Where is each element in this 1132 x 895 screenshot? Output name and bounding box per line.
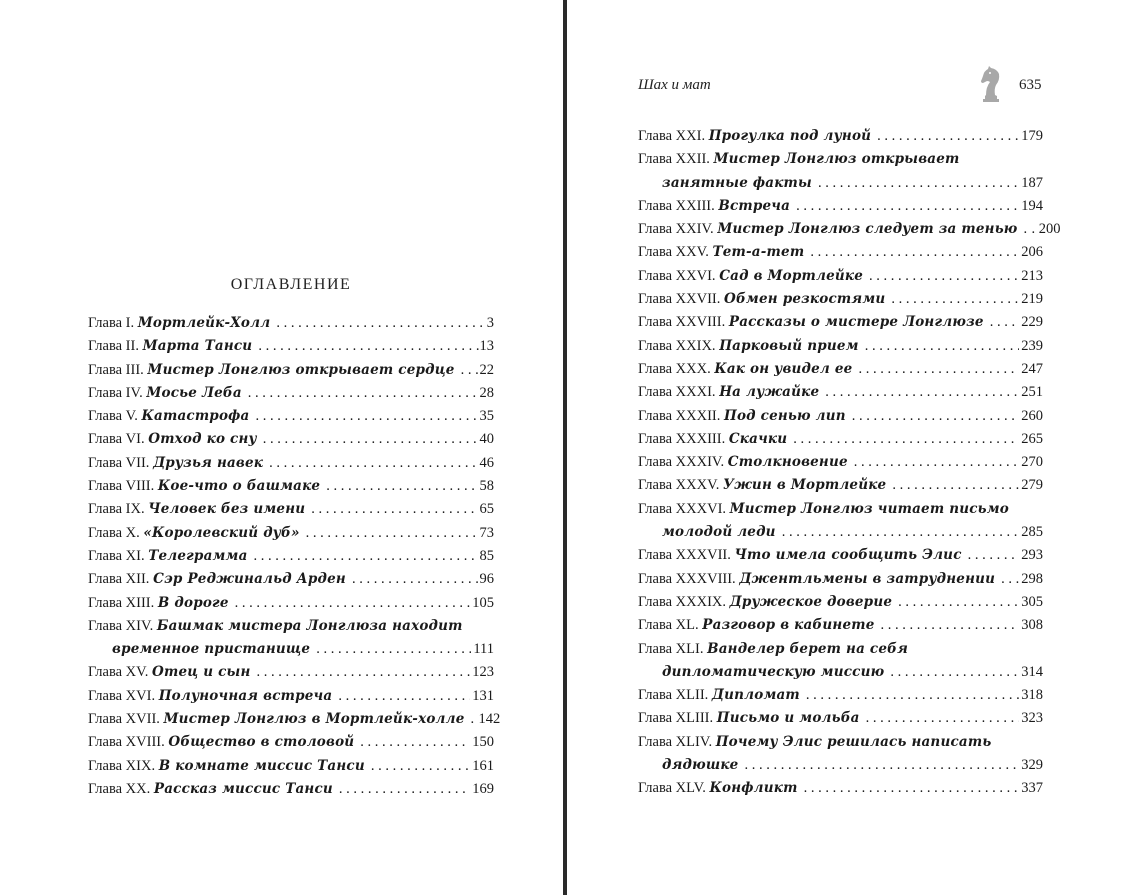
chapter-number: Глава II. xyxy=(88,338,139,355)
toc-entry-continuation xyxy=(638,661,1043,684)
toc-entry xyxy=(638,707,1043,730)
dot-leader xyxy=(884,661,1019,684)
chapter-number: Глава XVIII. xyxy=(88,734,165,751)
toc-entry xyxy=(88,428,494,451)
chapter-title-continuation: молодой леди xyxy=(662,524,776,541)
dot-leader xyxy=(984,311,1020,334)
chapter-number: Глава XXXIX. xyxy=(638,593,727,610)
dot-leader xyxy=(333,778,470,801)
chapter-number: Глава XXXIII. xyxy=(638,430,726,447)
chapter-page-number: 270 xyxy=(1021,454,1043,471)
dot-leader xyxy=(310,638,471,661)
chapter-number: Глава XI. xyxy=(88,547,145,564)
chapter-number: Глава XIX. xyxy=(88,757,156,774)
right-page xyxy=(567,0,1132,895)
chapter-title: Полуночная встреча xyxy=(158,687,333,704)
chapter-number: Глава XLIII. xyxy=(638,710,714,727)
chapter-title: Скачки xyxy=(728,430,788,447)
dot-leader xyxy=(257,428,478,451)
chapter-page-number: 85 xyxy=(479,547,494,564)
chapter-page-number: 329 xyxy=(1021,757,1043,774)
chess-knight-icon xyxy=(979,66,1003,102)
chapter-page-number: 314 xyxy=(1021,663,1043,680)
toc-entry xyxy=(638,451,1043,474)
page-number: 635 xyxy=(1019,77,1042,93)
chapter-title: Кое-что о башмаке xyxy=(157,478,321,495)
toc-entry xyxy=(88,755,494,778)
dot-leader xyxy=(320,475,477,498)
dot-leader xyxy=(800,684,1019,707)
toc-entry-continuation xyxy=(638,754,1043,777)
dot-leader xyxy=(332,685,470,708)
toc-entry xyxy=(88,522,494,545)
chapter-number: Глава XXIV. xyxy=(638,221,714,238)
chapter-title: Человек без имени xyxy=(148,501,306,518)
chapter-number: Глава VII. xyxy=(88,454,150,471)
toc-entry xyxy=(638,684,1043,707)
chapter-page-number: 142 xyxy=(478,711,501,728)
chapter-title: Катастрофа xyxy=(141,408,250,425)
toc-entry xyxy=(88,731,494,754)
dot-leader xyxy=(229,592,471,615)
dot-leader xyxy=(354,731,470,754)
chapter-number: Глава XXVI. xyxy=(638,267,716,284)
chapter-page-number: 308 xyxy=(1021,617,1043,634)
dot-leader xyxy=(790,195,1019,218)
left-page xyxy=(0,0,563,895)
toc-entry-continuation xyxy=(638,172,1043,195)
chapter-number: Глава V. xyxy=(88,408,138,425)
chapter-title: Общество в столовой xyxy=(168,734,355,751)
chapter-number: Глава XL. xyxy=(638,617,699,634)
toc-entry-continuation xyxy=(88,638,494,661)
chapter-page-number: 96 xyxy=(479,571,494,588)
dot-leader xyxy=(995,568,1019,591)
chapter-title-continuation: дипломатическую миссию xyxy=(662,663,885,680)
toc-entry xyxy=(638,148,1043,171)
dot-leader xyxy=(819,381,1019,404)
chapter-number: Глава I. xyxy=(88,315,135,331)
chapter-title: Мистер Лонглюз следует за тенью xyxy=(717,221,1018,238)
chapter-page-number: 219 xyxy=(1021,291,1043,308)
chapter-page-number: 251 xyxy=(1021,384,1043,401)
dot-leader xyxy=(305,498,477,521)
chapter-number: Глава XXX. xyxy=(638,360,711,377)
toc-entry xyxy=(638,288,1043,311)
chapter-number: Глава XXXVIII. xyxy=(638,570,736,587)
dot-leader xyxy=(263,452,477,475)
chapter-number: Глава XXVII. xyxy=(638,291,721,308)
chapter-number: Глава XVI. xyxy=(88,687,156,704)
chapter-page-number: 206 xyxy=(1021,244,1043,261)
dot-leader xyxy=(852,358,1019,381)
chapter-page-number: 28 xyxy=(479,384,494,401)
chapter-page-number: 22 xyxy=(479,361,494,378)
dot-leader xyxy=(846,405,1020,428)
chapter-number: Глава VI. xyxy=(88,431,145,448)
chapter-page-number: 65 xyxy=(479,501,494,518)
toc-entry xyxy=(638,405,1043,428)
dot-leader xyxy=(249,405,477,428)
toc-entry xyxy=(88,615,494,638)
dot-leader xyxy=(886,474,1019,497)
chapter-title: Отход ко сну xyxy=(148,431,257,448)
chapter-number: Глава XXI. xyxy=(638,128,706,144)
chapter-title: Рассказы о мистере Лонглюзе xyxy=(728,314,984,331)
toc-entry xyxy=(638,241,1043,264)
chapter-number: Глава X. xyxy=(88,524,140,541)
chapter-number: Глава XXXIV. xyxy=(638,454,725,471)
dot-leader xyxy=(464,708,476,731)
toc-entry xyxy=(88,452,494,475)
dot-leader xyxy=(804,241,1019,264)
chapter-number: Глава XXII. xyxy=(638,151,710,168)
chapter-title: Дружеское доверие xyxy=(729,593,893,610)
chapter-page-number: 105 xyxy=(472,594,494,611)
toc-entry xyxy=(638,591,1043,614)
chapter-title: Дипломат xyxy=(711,687,800,704)
chapter-title: Сад в Мортлейке xyxy=(719,267,864,284)
chapter-number: Глава XLII. xyxy=(638,687,709,704)
dot-leader xyxy=(812,172,1019,195)
chapter-page-number: 46 xyxy=(479,454,494,471)
toc-entry-continuation xyxy=(638,521,1043,544)
chapter-title: Отец и сын xyxy=(152,664,251,681)
chapter-page-number: 265 xyxy=(1021,430,1043,447)
toc-entry xyxy=(638,498,1043,521)
dot-leader xyxy=(798,777,1020,800)
dot-leader xyxy=(860,707,1020,730)
chapter-number: Глава XXXI. xyxy=(638,384,716,401)
chapter-number: Глава XXXV. xyxy=(638,477,720,494)
toc-entry xyxy=(638,335,1043,358)
dot-leader xyxy=(859,335,1020,358)
chapter-title: Ужин в Мортлейке xyxy=(722,477,887,494)
chapter-title: В комнате миссис Танси xyxy=(158,757,365,774)
chapter-page-number: .13 xyxy=(475,338,494,355)
toc-entry xyxy=(638,125,1043,148)
chapter-title: В дороге xyxy=(157,594,229,611)
chapter-page-number: 35 xyxy=(479,408,494,425)
chapter-number: Глава XLI. xyxy=(638,640,704,657)
dot-leader xyxy=(787,428,1019,451)
dot-leader xyxy=(871,125,1019,148)
toc-entry xyxy=(88,312,494,335)
toc-entry xyxy=(638,358,1043,381)
chapter-number: Глава XXV. xyxy=(638,244,709,261)
chapter-title: Под сенью лип xyxy=(724,407,846,424)
chapter-title: Почему Элис решилась написать xyxy=(715,733,992,750)
chapter-page-number: 260 xyxy=(1021,407,1043,424)
chapter-number: Глава XXXVI. xyxy=(638,500,727,517)
chapter-title: Мистер Лонглюз открывает xyxy=(713,151,960,168)
chapter-number: Глава XXIX. xyxy=(638,337,716,354)
chapter-title: Телеграмма xyxy=(148,547,248,564)
chapter-page-number: 213 xyxy=(1021,267,1043,284)
chapter-title: Обмен резкостями xyxy=(724,291,886,308)
chapter-number: Глава IX. xyxy=(88,501,145,518)
chapter-page-number: 247 xyxy=(1021,360,1043,377)
dot-leader xyxy=(776,521,1020,544)
chapter-number: Глава VIII. xyxy=(88,478,155,495)
chapter-number: Глава XLV. xyxy=(638,780,706,797)
chapter-page-number: 169 xyxy=(472,780,494,797)
dot-leader xyxy=(242,382,478,405)
toc-entry xyxy=(638,428,1043,451)
dot-leader xyxy=(365,755,470,778)
toc-entry xyxy=(88,592,494,615)
chapter-page-number: 293 xyxy=(1021,547,1043,564)
chapter-page-number: 323 xyxy=(1021,710,1043,727)
chapter-page-number: 229 xyxy=(1021,314,1043,331)
chapter-title: Рассказ миссис Танси xyxy=(153,780,333,797)
dot-leader xyxy=(300,522,478,545)
toc-entry xyxy=(638,544,1043,567)
chapter-title: Письмо и мольба xyxy=(716,710,860,727)
toc-entry xyxy=(88,498,494,521)
chapter-number: Глава XX. xyxy=(88,780,151,797)
chapter-title: Встреча xyxy=(718,197,791,214)
chapter-page-number: 239 xyxy=(1021,337,1043,354)
chapter-page-number: 40 xyxy=(479,431,494,448)
dot-leader xyxy=(252,335,474,358)
chapter-number: Глава XXVIII. xyxy=(638,314,726,331)
toc-entry xyxy=(638,381,1043,404)
chapter-title: Мортлейк-Холл xyxy=(137,315,271,331)
toc-entry xyxy=(88,708,501,731)
chapter-number: Глава XIII. xyxy=(88,594,155,611)
chapter-page-number: 305 xyxy=(1021,593,1043,610)
chapter-title: Мистер Лонглюз открывает сердце xyxy=(147,361,455,378)
toc-entry xyxy=(88,545,494,568)
chapter-number: Глава III. xyxy=(88,361,144,378)
chapter-title: Джентльмены в затруднении xyxy=(739,570,996,587)
dot-leader xyxy=(346,568,478,591)
chapter-page-number: 179 xyxy=(1021,128,1043,144)
chapter-number: Глава XLIV. xyxy=(638,733,713,750)
chapter-number: Глава XVII. xyxy=(88,711,160,728)
toc-entry xyxy=(88,335,494,358)
chapter-title: Мистер Лонглюз читает письмо xyxy=(729,500,1010,517)
toc-entry xyxy=(638,265,1043,288)
chapter-page-number: 111 xyxy=(473,641,494,658)
dot-leader xyxy=(892,591,1019,614)
chapter-number: Глава XXXII. xyxy=(638,407,721,424)
chapter-page-number: 3 xyxy=(486,315,494,331)
toc-entry xyxy=(638,777,1043,800)
dot-leader xyxy=(863,265,1019,288)
chapter-page-number: 187 xyxy=(1021,174,1043,191)
chapter-title-continuation: дядюшке xyxy=(662,757,739,774)
dot-leader xyxy=(885,288,1019,311)
chapter-title: Башмак мистера Лонглюза находит xyxy=(156,617,463,634)
chapter-title: Друзья навек xyxy=(153,454,264,471)
toc-entry xyxy=(638,614,1043,637)
chapter-title: Столкновение xyxy=(727,454,848,471)
dot-leader xyxy=(270,312,484,335)
chapter-title: Тет-а-тет xyxy=(712,244,805,261)
running-head: Шах и мат xyxy=(638,77,711,93)
chapter-title: Парковый прием xyxy=(719,337,859,354)
dot-leader xyxy=(455,359,478,382)
toc-entry xyxy=(638,474,1043,497)
chapter-page-number: 194 xyxy=(1021,197,1043,214)
toc-entry xyxy=(88,405,494,428)
toc-entry xyxy=(638,311,1043,334)
toc-entry xyxy=(638,568,1043,591)
chapter-title: Как он увидел ее xyxy=(714,360,853,377)
chapter-title: Ванделер берет на себя xyxy=(707,640,909,657)
toc-entry xyxy=(88,661,494,684)
chapter-number: Глава XIV. xyxy=(88,617,154,634)
chapter-page-number: 150 xyxy=(472,734,494,751)
chapter-number: Глава XXXVII. xyxy=(638,547,731,564)
chapter-title: Мистер Лонглюз в Мортлейк-холле xyxy=(163,711,465,728)
toc-entry xyxy=(638,218,1061,241)
dot-leader xyxy=(962,544,1020,567)
chapter-page-number: 131 xyxy=(472,687,494,704)
chapter-title: Марта Танси xyxy=(142,338,253,355)
dot-leader xyxy=(848,451,1019,474)
toc-entry xyxy=(638,195,1043,218)
chapter-page-number: 279 xyxy=(1021,477,1043,494)
chapter-page-number: . 200 xyxy=(1031,221,1061,238)
chapter-page-number: 318 xyxy=(1021,687,1043,704)
toc-title: ОГЛАВЛЕНИЕ xyxy=(230,276,352,293)
chapter-title: Что имела сообщить Элис xyxy=(734,547,962,564)
toc-entry xyxy=(88,568,494,591)
chapter-page-number: 337 xyxy=(1021,780,1043,797)
toc-entry xyxy=(88,382,494,405)
chapter-number: Глава IV. xyxy=(88,384,143,401)
toc-entry xyxy=(88,359,494,382)
chapter-title: «Королевский дуб» xyxy=(143,524,300,541)
chapter-page-number: 161 xyxy=(472,757,494,774)
toc-list-right xyxy=(638,125,1061,801)
chapter-page-number: 73 xyxy=(479,524,494,541)
toc-list-left xyxy=(88,312,501,801)
toc-entry xyxy=(88,778,494,801)
chapter-page-number: 58 xyxy=(479,478,494,495)
dot-leader xyxy=(251,661,471,684)
dot-leader xyxy=(875,614,1020,637)
chapter-title: Прогулка под луной xyxy=(708,128,872,144)
chapter-number: Глава XII. xyxy=(88,571,150,588)
chapter-title: На лужайке xyxy=(719,384,820,401)
toc-entry xyxy=(88,475,494,498)
chapter-title: Разговор в кабинете xyxy=(702,617,875,634)
toc-entry xyxy=(638,638,1043,661)
chapter-page-number: 123 xyxy=(472,664,494,681)
dot-leader xyxy=(738,754,1019,777)
chapter-number: Глава XXIII. xyxy=(638,197,715,214)
chapter-title: Сэр Реджинальд Арден xyxy=(153,571,346,588)
chapter-title-continuation: занятные факты xyxy=(662,174,812,191)
dot-leader xyxy=(248,545,478,568)
chapter-page-number: 298 xyxy=(1021,570,1043,587)
chapter-title: Конфликт xyxy=(709,780,798,797)
chapter-page-number: 285 xyxy=(1021,524,1043,541)
chapter-number: Глава XV. xyxy=(88,664,149,681)
chapter-title: Мосье Леба xyxy=(146,384,242,401)
toc-entry xyxy=(88,685,494,708)
toc-entry xyxy=(638,731,1043,754)
dot-leader xyxy=(1018,218,1030,241)
chapter-title-continuation: временное пристанище xyxy=(112,641,311,658)
